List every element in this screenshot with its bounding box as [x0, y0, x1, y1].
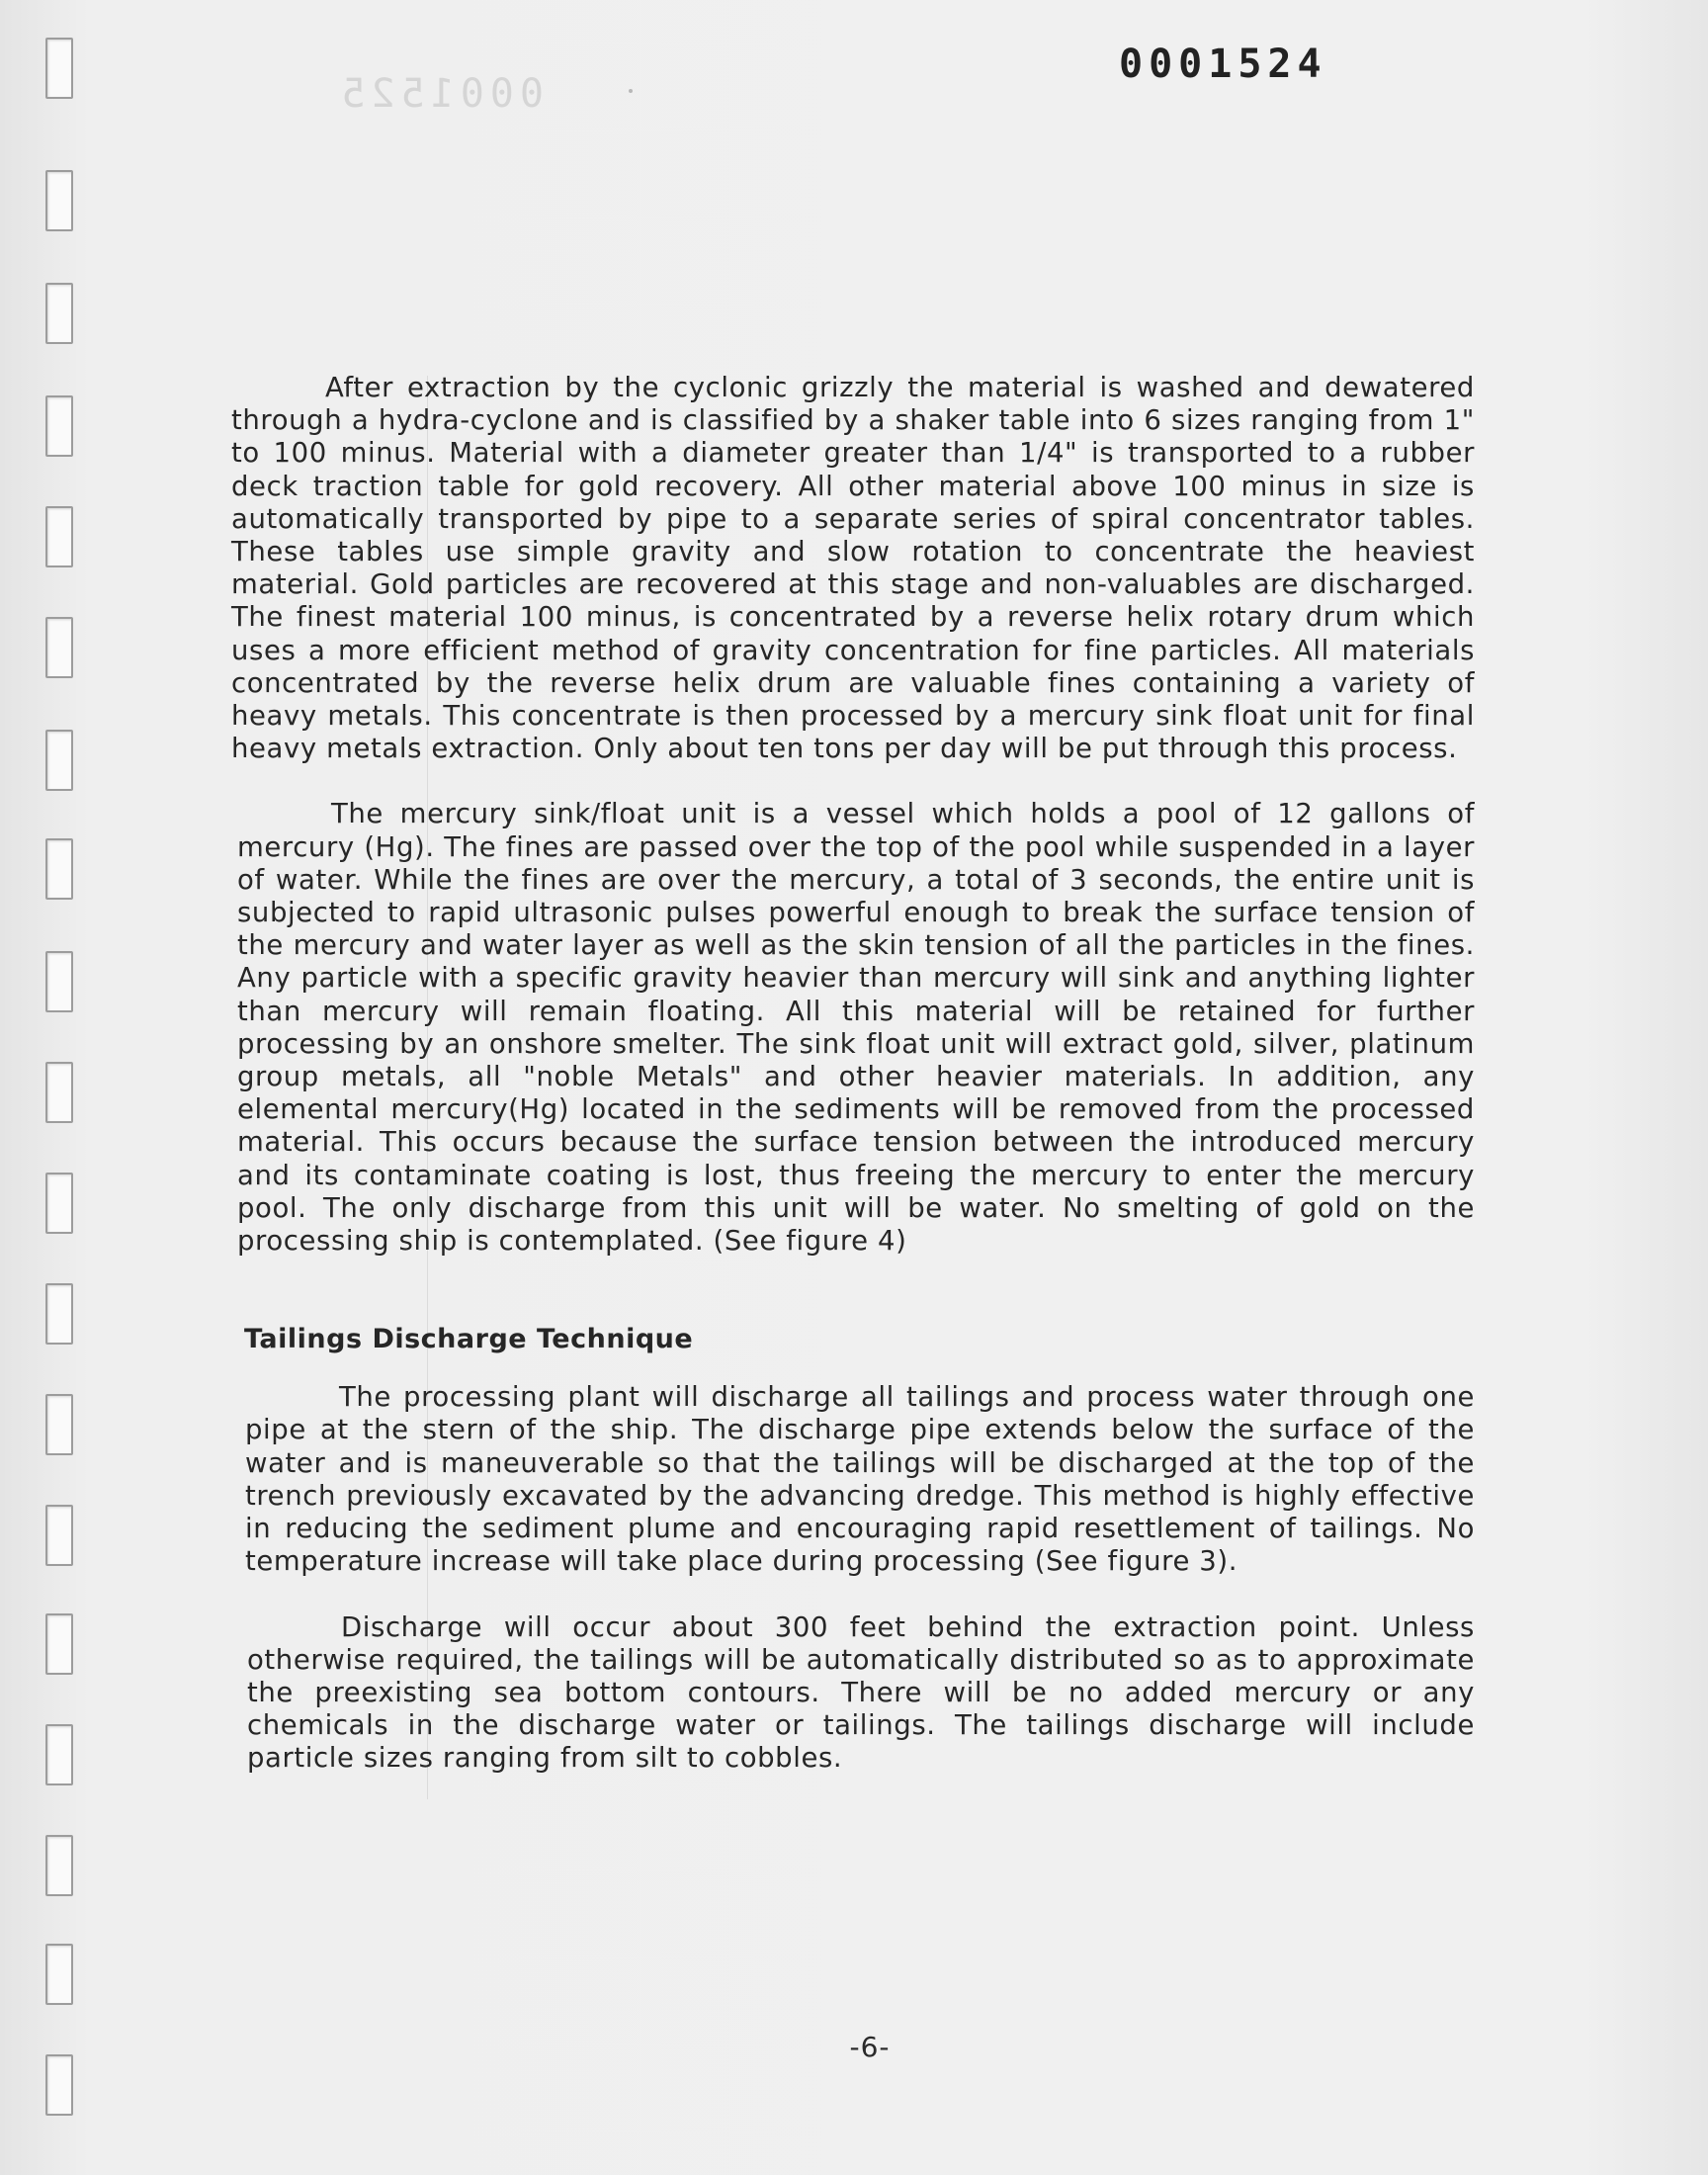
- paragraph-extraction: After extraction by the cyclonic grizzly the material is washed and dewatered through a hydra-cyclone and is classified by a shaker table into 6 sizes ranging from 1" to 100 minus. Material with a diameter greater than 1/4" is transported to a rubber deck traction table for gold recovery. All other material above 100 minus in size is automatically transported by pipe to a separate series of spiral concentrator tables. These tables use simple gravity and slow rotation to concentrate the heaviest material. Gold particles are recovered at this stage and non-valuables are discharged. The finest material 100 minus, is concentrated by a reverse helix rotary drum which uses a more efficient method of gravity concentration for fine particles. All materials concentrated by the reverse helix drum are valuable fines containing a variety of heavy metals. This concentrate is then processed by a mercury sink float unit for final heavy metals extraction. Only about ten tons per day will be put through this process.: [231, 372, 1475, 765]
- binder-hole: [45, 1944, 73, 2005]
- binder-hole: [45, 1062, 73, 1123]
- binder-hole: [45, 1173, 73, 1234]
- binder-hole: [45, 1505, 73, 1566]
- binder-hole: [45, 1724, 73, 1785]
- binder-hole: [45, 506, 73, 567]
- binder-hole: [45, 38, 73, 99]
- binder-hole: [45, 170, 73, 231]
- binder-hole: [45, 617, 73, 678]
- binder-hole: [45, 283, 73, 344]
- binder-hole: [45, 838, 73, 900]
- binder-hole: [45, 1283, 73, 1345]
- binder-hole: [45, 730, 73, 791]
- paragraph-tailings-discharge: The processing plant will discharge all tailings and process water through one pipe at the stern of the ship. The discharge pipe extends below the surface of the water and is maneuverable so that the tailings will be discharged at the top of the trench previously excavated by the advancing dredge. This method is highly effective in reducing the sediment plume and encouraging rapid resettlement of tailings. No temperature increase will take place during processing (See figure 3).: [245, 1381, 1475, 1578]
- binder-hole: [45, 395, 73, 457]
- binder-hole: [45, 1835, 73, 1896]
- binder-hole: [45, 2054, 73, 2116]
- body-text: [231, 372, 1475, 1776]
- paragraph-mercury-unit: The mercury sink/float unit is a vessel which holds a pool of 12 gallons of mercury (Hg). The fines are passed over the top of the pool while suspended in a layer of water. While the fines are over the mercury, a total of 3 seconds, the entire unit is subjected to rapid ultrasonic pulses powerful enough to break the surface tension of the mercury and water layer as well as the skin tension of all the particles in the fines. Any particle with a specific gravity heavier than mercury will sink and anything lighter than mercury will remain floating. All this material will be retained for further processing by an onshore smelter. The sink float unit will extract gold, silver, platinum group metals, all "noble Metals" and other heavier materials. In addition, any elemental mercury(Hg) located in the sediments will be removed from the processed material. This occurs because the surface tension between the introduced mercury and its contaminate coating is lost, thus freeing the mercury to enter the mercury pool. The only discharge from this unit will be water. No smelting of gold on the processing ship is contemplated. (See figure 4): [237, 798, 1475, 1258]
- binder-hole: [45, 1613, 73, 1675]
- bates-number: 0001524: [1119, 42, 1327, 87]
- binder-hole: [45, 1394, 73, 1455]
- binder-hole: [45, 951, 73, 1012]
- bleed-through-number: 0001525: [335, 71, 544, 117]
- stray-mark: [629, 89, 633, 93]
- binder-holes: [40, 0, 79, 2175]
- paragraph-discharge-location: Discharge will occur about 300 feet behind the extraction point. Unless otherwise required, the tailings will be automatically distributed so as to approximate the preexisting sea bottom contours. There will be no added mercury or any chemicals in the discharge water or tailings. The tailings discharge will include particle sizes ranging from silt to cobbles.: [247, 1610, 1475, 1775]
- page-number: -6-: [849, 2031, 891, 2063]
- section-heading: Tailings Discharge Technique: [244, 1324, 694, 1355]
